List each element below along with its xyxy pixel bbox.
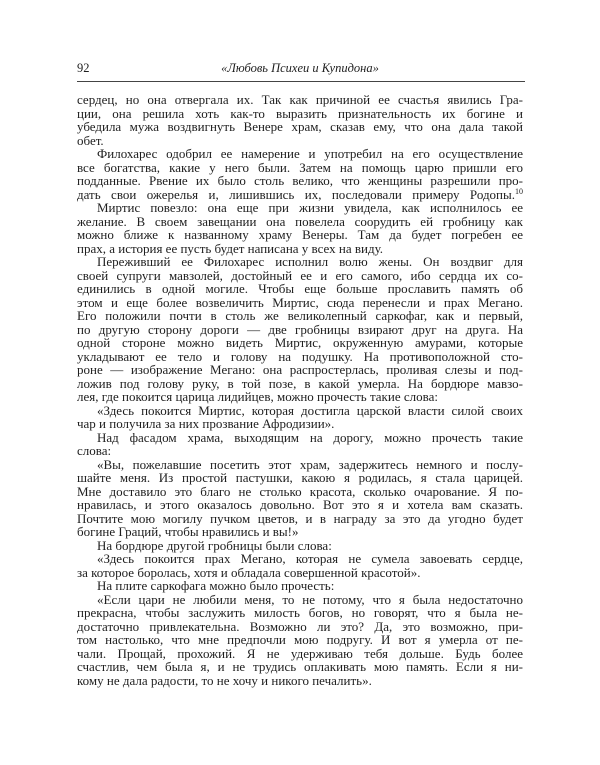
text-line: можно ближе к названному храму Венеры. Там да будет погребен ее (77, 227, 523, 242)
text-line: шайте меня. Из простой пастушки, какою я родилась, я стала царицей. (77, 470, 523, 485)
text-line: подданные. Рвение их было столь велико, что женщины разрешили про- (77, 173, 523, 188)
header-rule (77, 81, 525, 82)
text-line: одной стороне можно видеть Миртис, окруженную амурами, которые (77, 335, 523, 350)
text-line: На бордюре другой гробницы были слова: (97, 537, 332, 553)
footnote-reference[interactable]: 10 (515, 186, 523, 196)
text-line: Мне доставило это благо не столько красота, сколько очарование. Я по- (77, 483, 523, 499)
text-line: достаточно привлекательна. Возможно ли это? Да, это возможно, при- (77, 618, 523, 634)
text-line: кому не дала радости, то не хочу и никого печалить». (77, 672, 372, 688)
text-line: по другую сторону дороги — две гробницы взирают друг на друга. На (77, 321, 523, 337)
text-line: На плите саркофага можно было прочесть: (97, 578, 335, 593)
text-line: все богатства, какие у него были. Затем на помощь царю пришли его (77, 159, 523, 175)
text-line: ции, она решила хоть как-то выразить признательность их богине и (77, 105, 523, 121)
running-title: «Любовь Психеи и Купидона» (221, 61, 379, 75)
text-line: чали. Прощай, прохожий. Я не удерживаю тебя дольше. Будь более (77, 645, 523, 661)
text-line: роне — изображение Мегано: она распростерлась, проливая слезы и под- (77, 362, 523, 377)
text-line: прекрасна, чтобы заслужить милость богов, но говорят, что я была не- (77, 605, 523, 620)
text-line: богине Граций, чтобы нравились и вы!» (77, 524, 299, 539)
text-line: слова: (77, 443, 112, 458)
text-line: лея, где покоится царица лидийцев, можно прочесть такие слова: (77, 389, 438, 404)
text-line: своей супруги мавзолей, достойный ее и его самого, ибо сердца их со- (77, 267, 523, 283)
text-line: ложив под голову руку, в той позе, в какой умерла. На бордюре мавзо- (77, 375, 523, 391)
text-line: убедила мужа воздвигнуть Венере храм, сказав ему, что она дала такой (77, 119, 523, 134)
text-line: сердец, но она отвергала их. Так как причиной ее счастья явились Гра- (77, 92, 523, 107)
text-line: Над фасадом храма, выходящим на дорогу, можно прочесть такие (97, 429, 523, 445)
text-line: за которое боролась, хотя и обладала совершенной красотой». (77, 564, 421, 580)
text-line: Его положили почти в столь же великолепный саркофаг, как и первый, (77, 308, 523, 323)
text-line: обет. (77, 132, 104, 148)
text-line: укладывают ее тело и голову на подушку. На противоположной сто- (77, 348, 523, 364)
text-line: Переживший ее Филохарес исполнил волю жены. Он воздвиг для (97, 254, 523, 269)
text-line: Почтите мою могилу пучком цветов, и в награду за это да угодно будет (77, 510, 523, 526)
text-line: прах, а история ее пусть будет написана у всех на виду. (77, 240, 384, 256)
text-line: «Здесь покоится Миртис, которая достигла царской власти силой своих (97, 402, 523, 418)
text-line: том настолько, что мне предпочли мою подругу. И вот я умерла от пе- (77, 632, 523, 647)
text-line: этом и еще более возвеличить Миртис, сюда перенесли и прах Мегано. (77, 294, 523, 310)
page-number: 92 (77, 61, 90, 75)
text-line: «Здесь покоится прах Мегано, которая не сумела завоевать сердце, (97, 551, 523, 566)
text-line: счастлив, чем была я, и не трудись оплакивать мою память. Если я ни- (77, 659, 523, 674)
text-line: чар и получила за них прозвание Афродизии». (77, 416, 335, 431)
text-line: Миртис повезло: она еще при жизни увидела, как исполнилось ее (97, 200, 523, 215)
text-line: нравилась, и этого оказалось довольно. Вот это я и хотела вам сказать. (77, 497, 523, 512)
page-header (77, 61, 523, 77)
text-line: «Если цари не любили меня, то не потому, что я была недостаточно (97, 591, 523, 607)
page-body (77, 93, 523, 687)
text-line: дать свои ожерелья и, лишившись их, последовали примеру Родопы. (77, 186, 515, 202)
text-line: «Вы, пожелавшие посетить этот храм, задержитесь немного и послу- (97, 456, 523, 472)
text-line-with-footnote (77, 188, 523, 202)
text-line: желание. В своем завещании она повелела соорудить ей гробницу как (77, 213, 523, 229)
text-line: Филохарес одобрил ее намерение и употребил на его осуществление (97, 146, 523, 161)
text-line: единились в одной могиле. Чтобы еще больше прославить память об (77, 281, 523, 296)
